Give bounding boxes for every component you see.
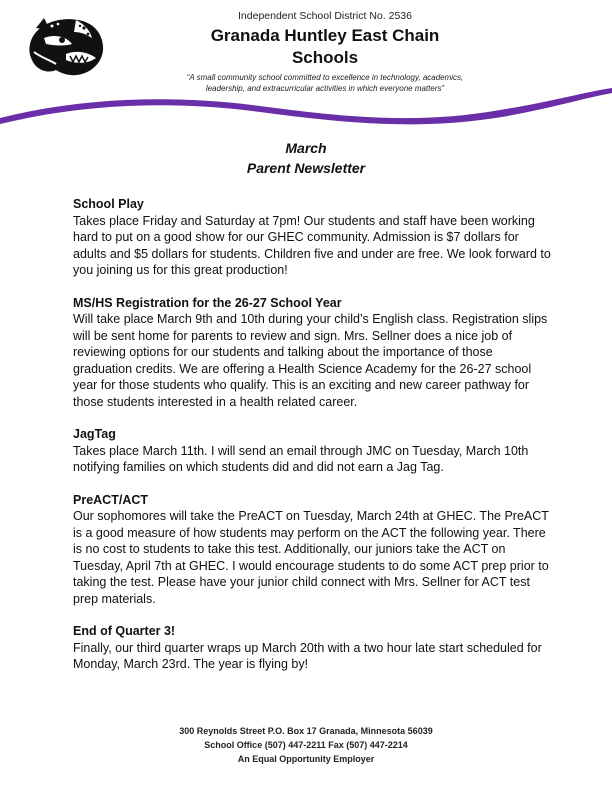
section-body: Finally, our third quarter wraps up March 20th with a two hour late start scheduled for Monday, March 23rd. The year is flying by! <box>73 640 542 671</box>
footer <box>0 724 612 766</box>
footer-phones: School Office (507) 447-2211 Fax (507) 447-2214 <box>204 740 408 750</box>
jaguar-head-icon <box>26 14 106 82</box>
school-name <box>150 25 500 69</box>
section-body: Takes place March 11th. I will send an email through JMC on Tuesday, March 10th notifying families on which students did and did not earn a Jag Tag. <box>73 443 529 474</box>
section-body: Will take place March 9th and 10th during your child’s English class. Registration slips will be sent home for parents to review and sign. Mrs. Sellner does a nice job of reviewing options for our students and talking about the importance of those graduation credits. We are offering a Health Science Academy for the 26-27 school year for those students who qualify. This is an exciting and new career pathway for those students interested in a health related career. <box>73 312 548 409</box>
section-school-play <box>73 196 553 279</box>
footer-employer: An Equal Opportunity Employer <box>237 754 375 764</box>
newsletter-title-month: March <box>285 140 327 156</box>
newsletter-title: Parent Newsletter <box>246 160 366 176</box>
section-end-of-quarter <box>73 623 553 673</box>
section-heading: School Play <box>73 197 144 211</box>
footer-address: 300 Reynolds Street P.O. Box 17 Granada, Minnesota 56039 <box>179 726 433 736</box>
section-heading: End of Quarter 3! <box>73 624 176 638</box>
section-heading: MS/HS Registration for the 26-27 School Year <box>73 295 342 310</box>
section-jagtag <box>73 426 553 476</box>
section-body: Takes place Friday and Saturday at 7pm! Our students and staff have been working hard to put on a good show for our GHEC community. Admission is $7 dollars for adults and $5 dollars for students. Children five and under are free. We look forward to you joining us for this great production! <box>73 213 551 277</box>
school-name-line2: Schools <box>291 48 359 67</box>
header-swoosh <box>0 84 612 128</box>
section-registration <box>73 295 553 411</box>
motto-line1: “A small community school committed to excellence in technology, academics, <box>186 73 464 82</box>
school-name-line1: Granada Huntley East Chain <box>210 26 440 45</box>
section-heading: JagTag <box>73 427 116 441</box>
section-body: Our sophomores will take the PreACT on Tuesday, March 24th at GHEC. The PreACT is a good measure of how students may perform on the ACT the following year. There is no cost to students to take this test. Additionally, our juniors take the ACT on Tuesday, April 7th at GHEC. I would encourage students to do some ACT prep prior to taking the test. Please have your junior child connect with Mrs. Sellner for ACT test prep materials. <box>73 509 549 606</box>
newsletter-content <box>73 196 553 689</box>
motto-line2: leadership, and extracurricular activities in which everyone matters” <box>205 84 445 93</box>
section-preact-act <box>73 492 553 608</box>
district-name: Independent School District No. 2536 <box>238 10 412 22</box>
section-heading: PreACT/ACT <box>73 492 149 507</box>
